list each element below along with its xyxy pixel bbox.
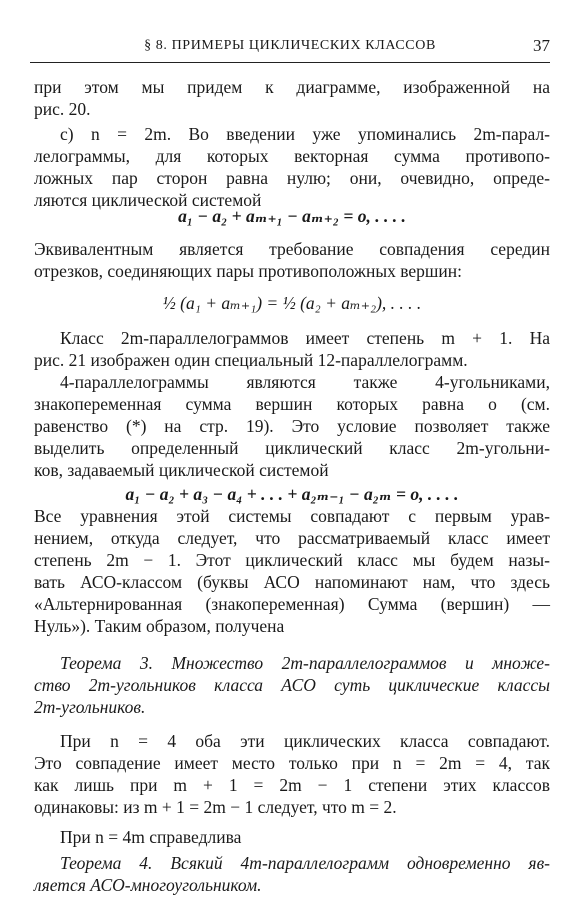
text-line: Все уравнения этой системы совпадают с первым урав- <box>34 506 550 526</box>
formula: a₁ − a₂ + a₃ − a₄ + . . . + a₂ₘ₋₁ − a₂ₘ = o, . . . . <box>125 484 459 504</box>
page-number: 37 <box>533 36 550 55</box>
text-line: выделить определенный циклический класс 2m-угольни- <box>34 438 550 458</box>
formula: a₁ − a₂ + aₘ₊₁ − aₘ₊₂ = o, . . . . <box>178 206 406 226</box>
text-line: При n = 4 оба эти циклических класса совпадают. <box>60 731 550 751</box>
text-line: степень 2m − 1. Этот циклический класс мы будем назы- <box>34 550 550 570</box>
text-line: 4-параллелограммы являются также 4-угольниками, <box>60 372 550 392</box>
text-line: При n = 4m справедлива <box>60 827 242 847</box>
text-line: рис. 20. <box>34 99 91 119</box>
running-header <box>30 34 550 63</box>
text-line: Это совпадение имеет место только при n = 2m = 4, так <box>34 753 550 773</box>
formula: ½ (a₁ + aₘ₊₁) = ½ (a₂ + aₘ₊₂), . . . . <box>162 293 422 313</box>
section-title: § 8. ПРИМЕРЫ ЦИКЛИЧЕСКИХ КЛАССОВ <box>144 38 436 53</box>
text-line: Нуль»). Таким образом, получена <box>34 616 285 636</box>
theorem-4-line: ляется АСО-многоугольником. <box>34 875 262 895</box>
text-line: отрезков, соединяющих пары противоположных вершин: <box>34 261 462 281</box>
text-line: при этом мы придем к диаграмме, изображенной на <box>34 77 550 97</box>
text-line: ков, задаваемый циклической системой <box>34 460 329 480</box>
text-line: Класс 2m-параллелограммов имеет степень m + 1. На <box>60 328 550 348</box>
theorem-3-line: ство 2m-угольников класса АСО суть циклические классы <box>34 675 550 695</box>
theorem-4-line: Теорема 4. Всякий 4m-параллелограмм одновременно яв- <box>60 853 550 873</box>
text-line: рис. 21 изображен один специальный 12-параллелограмм. <box>34 350 468 370</box>
text-line: с) n = 2m. Во введении уже упоминались 2m-парал- <box>60 124 550 144</box>
text-line: вать АСО-классом (буквы АСО напоминают нам, что здесь <box>34 572 550 592</box>
text-line: Эквивалентным является требование совпадения середин <box>34 239 550 259</box>
theorem-3-line: Теорема 3. Множество 2m-параллелограммов и множе- <box>60 653 550 673</box>
text-line: как лишь при m + 1 = 2m − 1 степени этих классов <box>34 775 550 795</box>
text-line: одинаковы: из m + 1 = 2m − 1 следует, что m = 2. <box>34 797 397 817</box>
text-line: ляются циклической системой <box>34 190 262 210</box>
text-line: лелограммы, для которых векторная сумма противопо- <box>34 146 550 166</box>
text-line: «Альтернированная (знакопеременная) Сумма (вершин) — <box>34 594 550 614</box>
text-line: знакопеременная сумма вершин которых равна o (см. <box>34 394 550 414</box>
text-line: равенство (*) на стр. 19). Это условие позволяет также <box>34 416 550 436</box>
text-line: нением, откуда следует, что рассматриваемый класс имеет <box>34 528 550 548</box>
text-line: ложных пар сторон равна нулю; они, очевидно, опреде- <box>34 168 550 188</box>
theorem-3-line: 2m-угольников. <box>34 697 146 717</box>
